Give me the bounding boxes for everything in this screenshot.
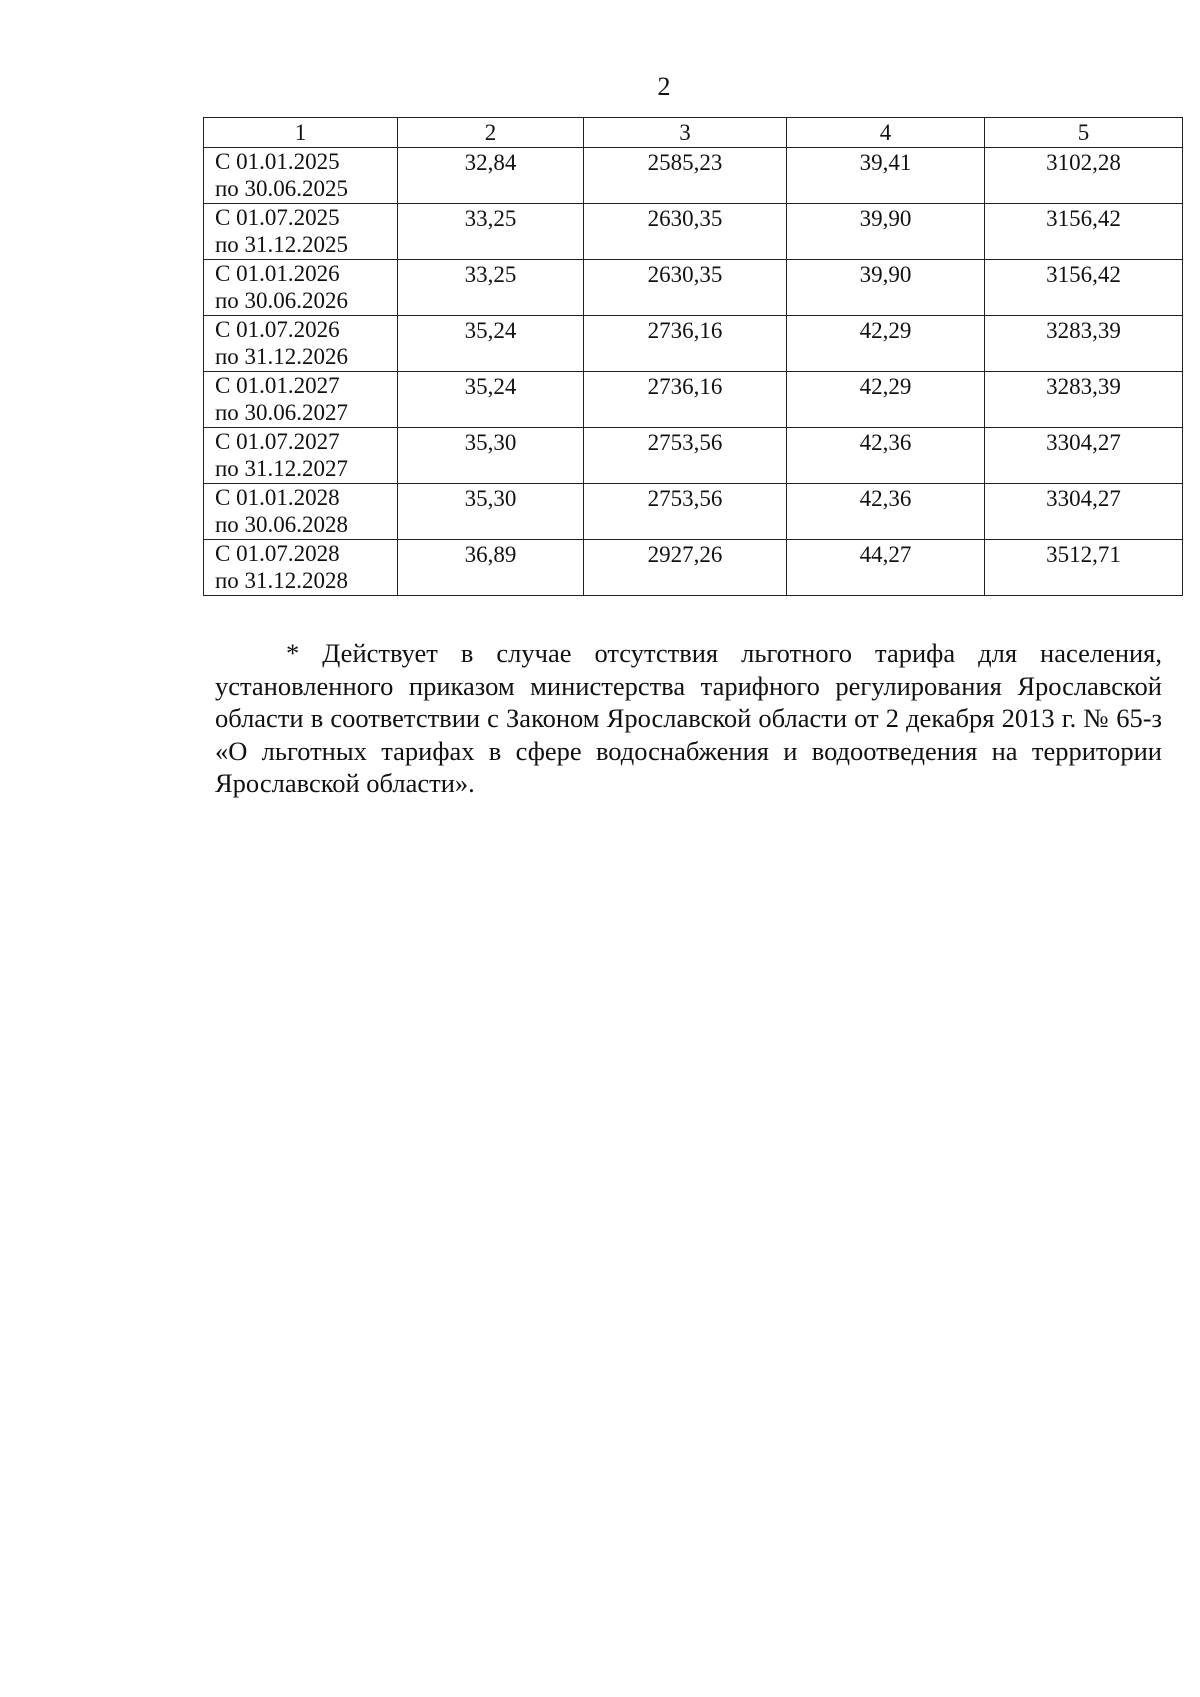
period-start: С 01.07.2026	[215, 317, 340, 342]
value-text: 44,27	[859, 542, 912, 567]
value-cell	[787, 316, 985, 372]
value-cell	[787, 428, 985, 484]
value-text: 2927,26	[647, 542, 723, 567]
page-number: 2	[657, 72, 671, 101]
period-start: С 01.07.2025	[215, 205, 340, 230]
value-cell	[584, 148, 787, 204]
value-cell	[398, 148, 584, 204]
value-cell	[398, 204, 584, 260]
value-text: 3512,71	[1046, 542, 1121, 567]
value-cell	[398, 260, 584, 316]
value-cell	[985, 204, 1183, 260]
value-text: 3102,28	[1046, 150, 1121, 175]
value-cell	[398, 484, 584, 540]
value-text: 39,41	[859, 150, 912, 175]
value-cell	[398, 428, 584, 484]
table-body	[204, 148, 1183, 596]
value-text: 39,90	[859, 262, 912, 287]
value-text: 35,24	[464, 374, 517, 399]
value-cell	[398, 372, 584, 428]
period-cell	[204, 372, 398, 428]
period-start: С 01.01.2028	[215, 485, 340, 510]
value-text: 3304,27	[1046, 430, 1121, 455]
table-row	[204, 540, 1183, 596]
table-row	[204, 316, 1183, 372]
column-header: 2	[398, 118, 584, 148]
period-start: С 01.01.2026	[215, 261, 340, 286]
value-cell	[584, 484, 787, 540]
value-cell	[584, 204, 787, 260]
value-text: 3156,42	[1046, 206, 1121, 231]
value-text: 2585,23	[647, 150, 723, 175]
value-cell	[787, 204, 985, 260]
period-cell	[204, 540, 398, 596]
tariff-table	[203, 117, 1183, 596]
period-cell	[204, 428, 398, 484]
value-cell	[985, 316, 1183, 372]
table-row	[204, 204, 1183, 260]
value-text: 33,25	[464, 206, 517, 231]
value-text: 35,30	[464, 430, 517, 455]
value-cell	[985, 540, 1183, 596]
value-text: 2736,16	[647, 318, 723, 343]
period-start: С 01.01.2027	[215, 373, 340, 398]
period-end: по 31.12.2028	[215, 568, 349, 593]
value-cell	[985, 372, 1183, 428]
value-text: 42,29	[859, 318, 912, 343]
column-header: 4	[787, 118, 985, 148]
value-cell	[398, 540, 584, 596]
value-cell	[584, 428, 787, 484]
period-start: С 01.01.2025	[215, 149, 340, 174]
value-cell	[398, 316, 584, 372]
value-text: 3156,42	[1046, 262, 1121, 287]
value-cell	[985, 260, 1183, 316]
period-cell	[204, 204, 398, 260]
period-start: С 01.07.2027	[215, 429, 340, 454]
value-cell	[787, 484, 985, 540]
value-text: 36,89	[464, 542, 517, 567]
period-end: по 31.12.2026	[215, 344, 349, 369]
value-cell	[787, 148, 985, 204]
value-text: 39,90	[859, 206, 912, 231]
value-text: 33,25	[464, 262, 517, 287]
value-text: 2630,35	[647, 262, 723, 287]
value-cell	[584, 316, 787, 372]
value-cell	[985, 148, 1183, 204]
value-text: 35,30	[464, 486, 517, 511]
value-cell	[584, 372, 787, 428]
value-text: 42,36	[859, 486, 912, 511]
value-text: 3283,39	[1046, 374, 1121, 399]
value-cell	[985, 428, 1183, 484]
value-cell	[787, 372, 985, 428]
value-text: 42,29	[859, 374, 912, 399]
period-end: по 30.06.2028	[215, 512, 349, 537]
value-text: 35,24	[464, 318, 517, 343]
period-end: по 30.06.2025	[215, 176, 349, 201]
period-end: по 31.12.2025	[215, 232, 349, 257]
value-cell	[985, 484, 1183, 540]
period-end: по 30.06.2026	[215, 288, 349, 313]
table-row	[204, 372, 1183, 428]
column-header: 3	[584, 118, 787, 148]
value-cell	[787, 540, 985, 596]
table-row	[204, 428, 1183, 484]
value-text: 42,36	[859, 430, 912, 455]
value-text: 2753,56	[647, 430, 723, 455]
value-text: 3304,27	[1046, 486, 1121, 511]
value-cell	[584, 540, 787, 596]
value-text: 2736,16	[647, 374, 723, 399]
period-end: по 30.06.2027	[215, 400, 349, 425]
value-cell	[584, 260, 787, 316]
table-row	[204, 148, 1183, 204]
period-start: С 01.07.2028	[215, 541, 340, 566]
footnote	[215, 637, 1162, 800]
period-cell	[204, 148, 398, 204]
column-header: 5	[985, 118, 1183, 148]
value-text: 2630,35	[647, 206, 723, 231]
period-cell	[204, 484, 398, 540]
value-text: 3283,39	[1046, 318, 1121, 343]
value-text: 32,84	[464, 150, 517, 175]
footnote-text: * Действует в случае отсутствия льготного тарифа для населения, установленного приказом министерства тарифного регулирования Ярославской области в соответствии с Законом Ярославской области от 2 декабря 2013 г. № 65-з «О льготных тарифах в сфере водоснабжения и водоотведения на территории Ярославской области».	[215, 638, 1162, 798]
value-cell	[787, 260, 985, 316]
table-row	[204, 260, 1183, 316]
value-text: 2753,56	[647, 486, 723, 511]
period-cell	[204, 260, 398, 316]
period-end: по 31.12.2027	[215, 456, 349, 481]
table-header-row	[204, 118, 1183, 148]
column-header: 1	[204, 118, 398, 148]
period-cell	[204, 316, 398, 372]
table-row	[204, 484, 1183, 540]
